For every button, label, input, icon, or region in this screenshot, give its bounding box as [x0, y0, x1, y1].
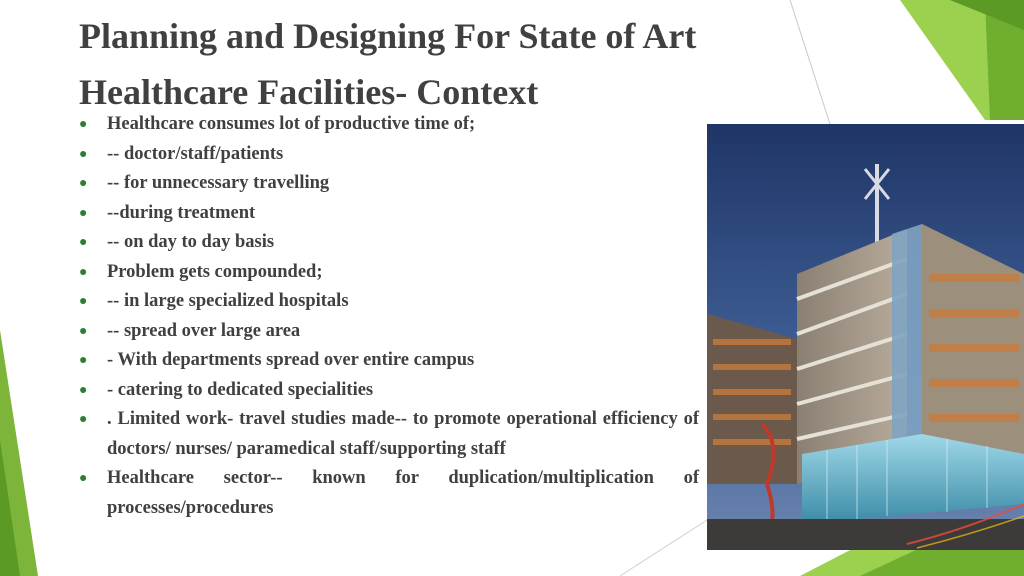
bullet-item [79, 169, 699, 199]
bullet-item [79, 140, 699, 170]
bullet-text: -- doctor/staff/patients [107, 143, 284, 164]
bullet-item [79, 110, 699, 140]
bullet-text: -- on day to day basis [107, 232, 275, 252]
top-right-dark-green-shape [985, 0, 1024, 120]
hospital-building-photo [707, 124, 1024, 550]
decorative-line-bottom [620, 520, 707, 576]
top-right-corner-shape [950, 0, 1024, 30]
title-line-2: Healthcare Facilities- Context [79, 72, 539, 112]
bullet-dot-icon: ● [79, 412, 88, 427]
bullet-text: Healthcare consumes lot of productive time of; [107, 114, 476, 134]
top-right-green-shape [900, 0, 1024, 120]
bullet-item [79, 199, 699, 229]
bullet-text: . Limited work- travel studies made-- to promote operational efficiency of doctors/ nurses/ paramedical staff/supporting staff [107, 409, 699, 459]
bullet-list [79, 110, 699, 523]
bullet-dot-icon: ● [79, 176, 88, 191]
bullet-text: - catering to dedicated specialities [107, 379, 374, 400]
bullet-dot-icon: ● [79, 117, 88, 132]
bullet-dot-icon: ● [79, 146, 88, 162]
bullet-text: Healthcare sector-- known for duplication/multiplication of processes/procedures [107, 468, 699, 518]
bullet-dot-icon: ● [79, 353, 88, 368]
bullet-dot-icon: ● [79, 471, 88, 486]
bullet-dot-icon: ● [79, 294, 88, 309]
bullet-item [79, 228, 699, 258]
bottom-left-dark-shape [0, 440, 20, 576]
bullet-item [79, 317, 699, 347]
bullet-item [79, 287, 699, 317]
bullet-dot-icon: ● [79, 235, 88, 250]
bullet-dot-icon: ● [79, 323, 88, 339]
bullet-text: -- spread over large area [107, 320, 301, 341]
bullet-text: --during treatment [107, 202, 256, 223]
bullet-text: -- for unnecessary travelling [107, 173, 330, 193]
bullet-text: Problem gets compounded; [107, 261, 323, 282]
bottom-left-green-shape [0, 330, 38, 576]
bullet-item [79, 464, 699, 523]
hospital-building-illustration [707, 124, 1024, 550]
bullet-text: - With departments spread over entire campus [107, 350, 475, 370]
title-line-1: Planning and Designing For State of Art [79, 16, 697, 56]
slide-title [79, 8, 859, 120]
bullet-item [79, 405, 699, 464]
bullet-item [79, 376, 699, 406]
bullet-item [79, 258, 699, 288]
bullet-dot-icon: ● [79, 264, 88, 280]
bullet-item [79, 346, 699, 376]
bullet-dot-icon: ● [79, 382, 88, 398]
bullet-dot-icon: ● [79, 205, 88, 221]
bullet-text: -- in large specialized hospitals [107, 291, 349, 311]
